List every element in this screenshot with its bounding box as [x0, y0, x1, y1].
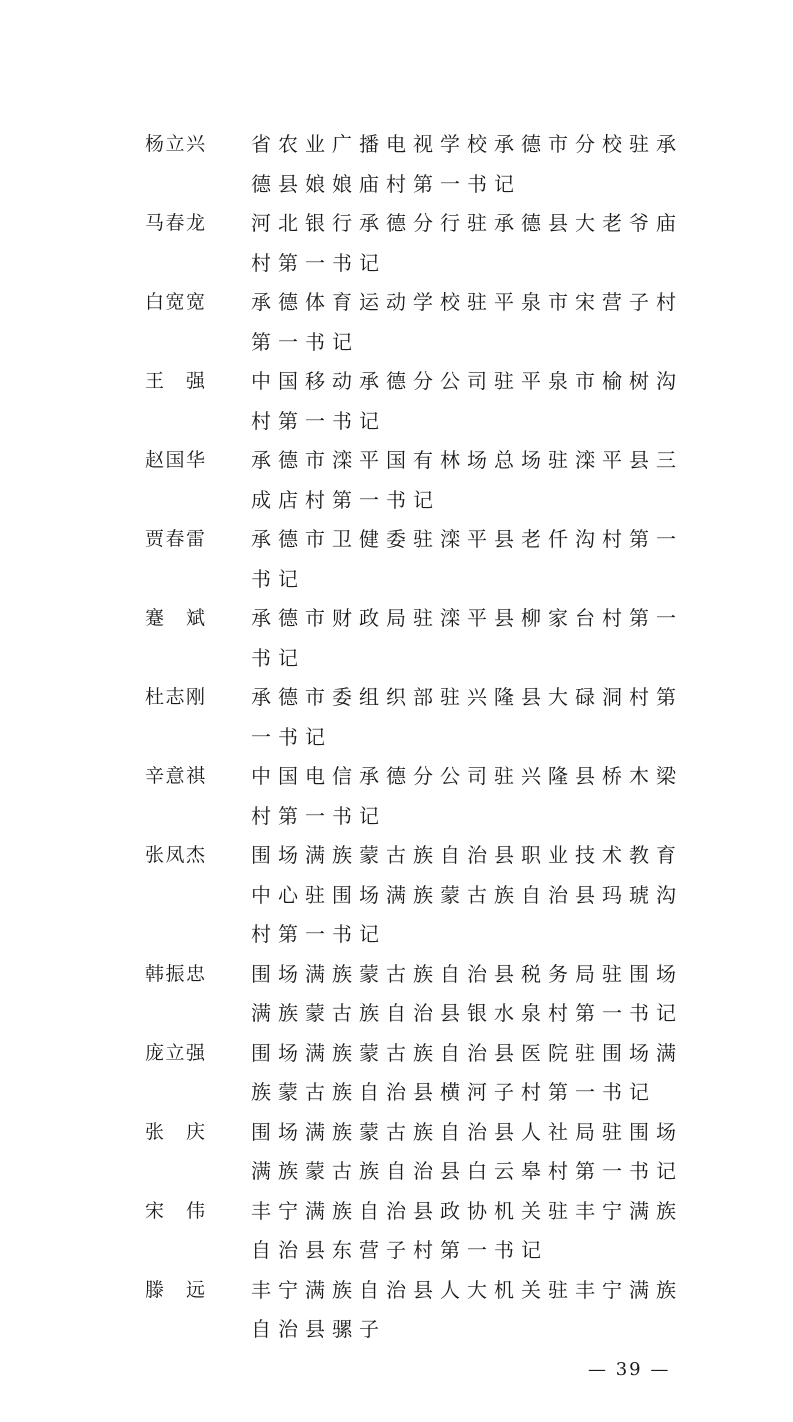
list-item: [145, 1192, 793, 1271]
position-description: 围场满族蒙古族自治县税务局驻围场满族蒙古族自治县银水泉村第一书记: [251, 961, 683, 1025]
position-description: 承德市卫健委驻滦平县老仟沟村第一书记: [251, 527, 683, 591]
position-description: 中国电信承德分公司驻兴隆县桥木梁村第一书记: [251, 764, 683, 828]
person-name: 赵国华: [145, 449, 205, 471]
position-description: 围场满族蒙古族自治县职业技术教育中心驻围场满族蒙古族自治县玛琥沟村第一书记: [251, 843, 683, 946]
list-item: [145, 955, 793, 1034]
position-description: 围场满族蒙古族自治县医院驻围场满族蒙古族自治县横河子村第一书记: [251, 1040, 683, 1104]
list-item: [145, 1034, 793, 1113]
list-item: [145, 757, 793, 836]
list-item: [145, 1113, 793, 1192]
person-name: 张庆: [145, 1120, 205, 1143]
person-name: 庞立强: [145, 1041, 205, 1064]
position-description: 丰宁满族自治县人大机关驻丰宁满族自治县骡子: [251, 1277, 683, 1341]
appointment-list: [145, 125, 793, 1350]
list-item: [145, 283, 793, 362]
position-description: 围场满族蒙古族自治县人社局驻围场满族蒙古族自治县白云皋村第一书记: [251, 1119, 683, 1183]
list-item: [145, 520, 793, 599]
person-name: 蹇斌: [145, 607, 205, 629]
person-name: 滕远: [145, 1278, 205, 1301]
position-description: 省农业广播电视学校承德市分校驻承德县娘娘庙村第一书记: [251, 132, 683, 196]
person-name: 韩振忠: [145, 962, 205, 985]
person-name: 杜志刚: [145, 686, 205, 708]
list-item: [145, 1271, 793, 1350]
person-name: 王强: [145, 370, 205, 392]
page-number: — 39 —: [588, 1358, 671, 1380]
position-description: 中国移动承德分公司驻平泉市榆树沟村第一书记: [251, 369, 683, 433]
person-name: 杨立兴: [145, 133, 205, 155]
list-item: [145, 441, 793, 520]
position-description: 承德市委组织部驻兴隆县大碌洞村第一书记: [251, 685, 683, 749]
position-description: 河北银行承德分行驻承德县大老爷庙村第一书记: [251, 211, 683, 275]
list-item: [145, 362, 793, 441]
list-item: [145, 125, 793, 204]
person-name: 辛意祺: [145, 765, 205, 787]
position-description: 丰宁满族自治县政协机关驻丰宁满族自治县东营子村第一书记: [251, 1198, 683, 1262]
position-description: 承德体育运动学校驻平泉市宋营子村第一书记: [251, 290, 683, 354]
list-item: [145, 204, 793, 283]
person-name: 贾春雷: [145, 528, 205, 550]
person-name: 马春龙: [145, 212, 205, 234]
list-item: [145, 678, 793, 757]
position-description: 承德市滦平国有林场总场驻滦平县三成店村第一书记: [251, 448, 683, 512]
list-item: [145, 599, 793, 678]
person-name: 白宽宽: [145, 291, 205, 313]
person-name: 宋伟: [145, 1199, 205, 1222]
person-name: 张凤杰: [145, 844, 205, 866]
list-item: [145, 836, 793, 955]
position-description: 承德市财政局驻滦平县柳家台村第一书记: [251, 606, 683, 670]
